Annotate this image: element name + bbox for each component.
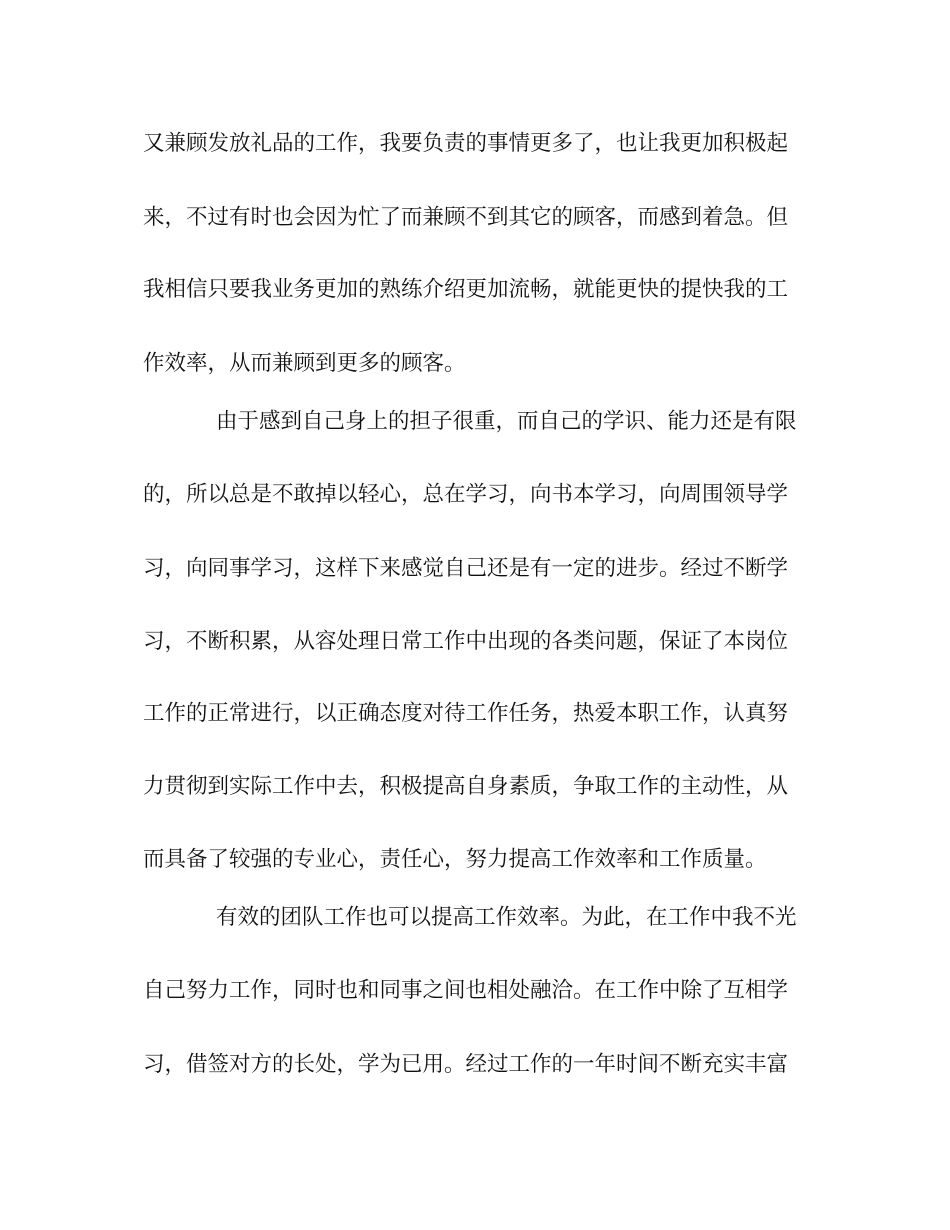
body-line-2: 来，不过有时也会因为忙了而兼顾不到其它的顾客，而感到着急。但 <box>143 205 789 230</box>
body-line-1: 又兼顾发放礼品的工作，我要负责的事情更多了，也让我更加积极起 <box>143 131 789 156</box>
body-line-13: 自己努力工作，同时也和同事之间也相处融洽。在工作中除了互相学 <box>143 978 789 1003</box>
body-line-6: 的，所以总是不敢掉以轻心，总在学习，向书本学习，向周围领导学 <box>143 482 789 507</box>
body-line-14: 习，借签对方的长处，学为已用。经过工作的一年时间不断充实丰富 <box>143 1052 789 1077</box>
body-line-5-paragraph-start: 由于感到自己身上的担子很重，而自己的学识、能力还是有限 <box>216 409 797 434</box>
body-line-4: 作效率，从而兼顾到更多的顾客。 <box>143 351 466 376</box>
body-line-12-paragraph-start: 有效的团队工作也可以提高工作效率。为此，在工作中我不光 <box>216 905 797 930</box>
body-line-8: 习，不断积累，从容处理日常工作中出现的各类问题，保证了本岗位 <box>143 629 789 654</box>
body-line-9: 工作的正常进行，以正确态度对待工作任务，热爱本职工作，认真努 <box>143 701 789 726</box>
body-line-3: 我相信只要我业务更加的熟练介绍更加流畅，就能更快的提快我的工 <box>143 277 789 302</box>
body-line-10: 力贯彻到实际工作中去，积极提高自身素质，争取工作的主动性，从 <box>143 774 789 799</box>
body-line-11: 而具备了较强的专业心，责任心，努力提高工作效率和工作质量。 <box>143 847 767 872</box>
body-line-7: 习，向同事学习，这样下来感觉自己还是有一定的进步。经过不断学 <box>143 556 789 581</box>
